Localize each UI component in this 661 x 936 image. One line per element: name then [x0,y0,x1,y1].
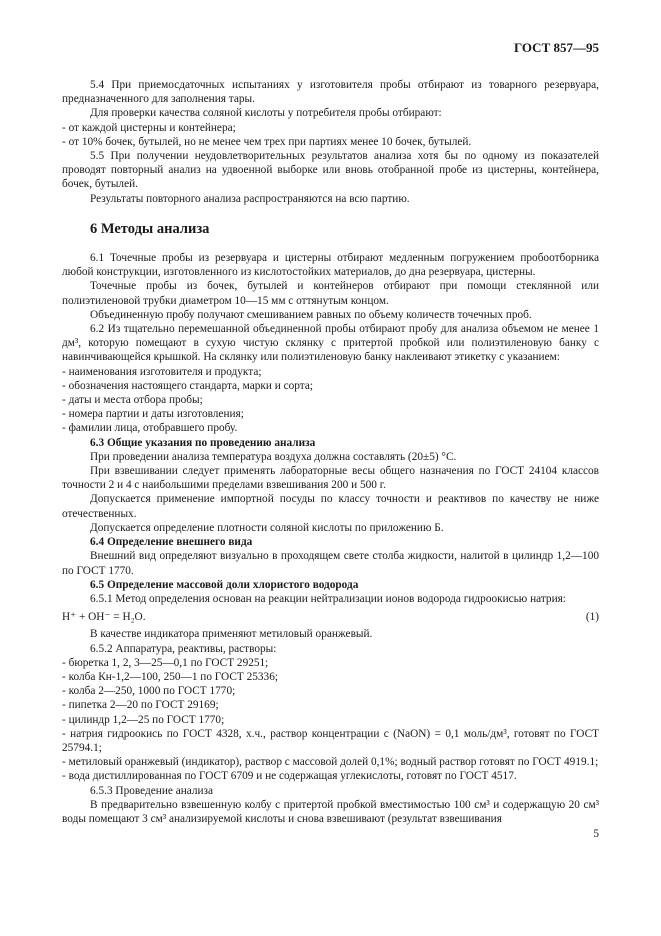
list-item: - цилиндр 1,2—25 по ГОСТ 1770; [62,713,225,726]
paragraph: 6.5.3 Проведение анализа [90,784,214,797]
equation-number: (1) [585,611,599,624]
list-item: - номера партии и даты изготовления; [62,408,244,421]
paragraph: Объединенную пробу получают смешиванием равных по объему количеств точечных проб. [90,308,532,321]
paragraph: 6.2 Из тщательно перемешанной объединенной пробы отбирают пробу для анализа объемом не менее 1 дм³, которую помещают в сухую чистую склянку с притертой пробкой или полиэтиленовую банку с навинчивающейся крышкой. На склянку или полиэтиленовую банку наклеивают этикетку с указанием: [62,323,599,364]
list-item: - наименования изготовителя и продукта; [62,365,262,378]
paragraph: 6.1 Точечные пробы из резервуара и цистерны отбирают медленным погружением пробоотборника любой конструкции, изготовленного из кислотостойких материалов, до дна резервуара, цистерны. [62,252,599,279]
section-title: 6 Методы анализа [90,220,210,237]
list-item: - от каждой цистерны и контейнера; [62,121,236,134]
paragraph: Внешний вид определяют визуально в проходящем свете столба жидкости, налитой в цилиндр 1,2—100 по ГОСТ 1770. [62,550,599,577]
paragraph: Допускается определение плотности соляной кислоты по приложению Б. [90,521,444,534]
paragraph: Точечные пробы из бочек, бутылей и контейнеров отбирают при помощи стеклянной или полиэтиленовой трубки диаметром 10—15 мм с оттянутым концом. [62,280,599,307]
page-number: 5 [593,828,599,840]
paragraph: 5.4 При приемосдаточных испытаниях у изготовителя пробы отбирают из товарного резервуара, предназначенного для заполнения тары. [62,79,599,106]
paragraph: В качестве индикатора применяют метиловый оранжевый. [90,628,373,641]
list-item: - фамилии лица, отобравшего пробу. [62,422,238,435]
paragraph: Для проверки качества соляной кислоты у потребителя пробы отбирают: [90,107,442,120]
paragraph: 6.5.1 Метод определения основан на реакции нейтрализации ионов водорода гидроокисью натрия: [90,592,566,605]
subsection-title: 6.5 Определение массовой доли хлористого водорода [90,578,359,591]
list-item: - колба 2—250, 1000 по ГОСТ 1770; [62,685,236,698]
paragraph: При проведении анализа температура воздуха должна составлять (20±5) °С. [90,450,457,463]
list-item: - бюретка 1, 2, 3—25—0,1 по ГОСТ 29251; [62,656,269,669]
list-item: - натрия гидроокись по ГОСТ 4328, х.ч., раствор концентрации с (NaON) = 0,1 моль/дм³, готовят по ГОСТ 25794.1; [62,727,599,754]
equation-formula: H⁺ + OH⁻ = H₂O. [62,611,146,624]
paragraph: 5.5 При получении неудовлетворительных результатов анализа хотя бы по одному из показателей проводят повторный анализ на удвоенной выборке или вновь отобранной пробе из цистерны, контейнера, бочек, бутылей. [62,150,599,191]
paragraph: 6.5.2 Аппаратура, реактивы, растворы: [90,642,277,655]
list-item: - обозначения настоящего стандарта, марки и сорта; [62,379,314,392]
list-item: - колба Кн-1,2—100, 250—1 по ГОСТ 25336; [62,670,278,683]
standard-header: ГОСТ 857—95 [513,40,599,55]
list-item: - вода дистиллированная по ГОСТ 6709 и не содержащая углекислоты, готовят по ГОСТ 4517. [62,770,517,783]
equation [62,610,599,624]
subsection-title: 6.3 Общие указания по проведению анализа [90,436,316,449]
paragraph: При взвешивании следует применять лабораторные весы общего назначения по ГОСТ 24104 классов точности 2 и 4 с наибольшими пределами взвешивания 200 и 500 г. [62,465,599,492]
subsection-title: 6.4 Определение внешнего вида [90,536,253,549]
paragraph: Допускается применение импортной посуды по классу точности и реактивов по качеству не ниже отечественных. [62,493,599,520]
list-item: - пипетка 2—20 по ГОСТ 29169; [62,699,219,712]
document-body [62,78,599,826]
paragraph: Результаты повторного анализа распространяются на всю партию. [90,192,410,205]
paragraph: В предварительно взвешенную колбу с притертой пробкой вместимостью 100 см³ и содержащую 20 см³ воды помещают 3 см³ анализируемой кислоты и снова взвешивают (результат взвешивания [62,798,599,825]
list-item: - метиловый оранжевый (индикатор), раствор с массовой долей 0,1%; водный раствор готовят по ГОСТ 4919.1; [62,756,599,769]
list-item: - даты и места отбора пробы; [62,394,203,407]
list-item: - от 10% бочек, бутылей, но не менее чем трех при партиях менее 10 бочек, бутылей. [62,135,472,148]
